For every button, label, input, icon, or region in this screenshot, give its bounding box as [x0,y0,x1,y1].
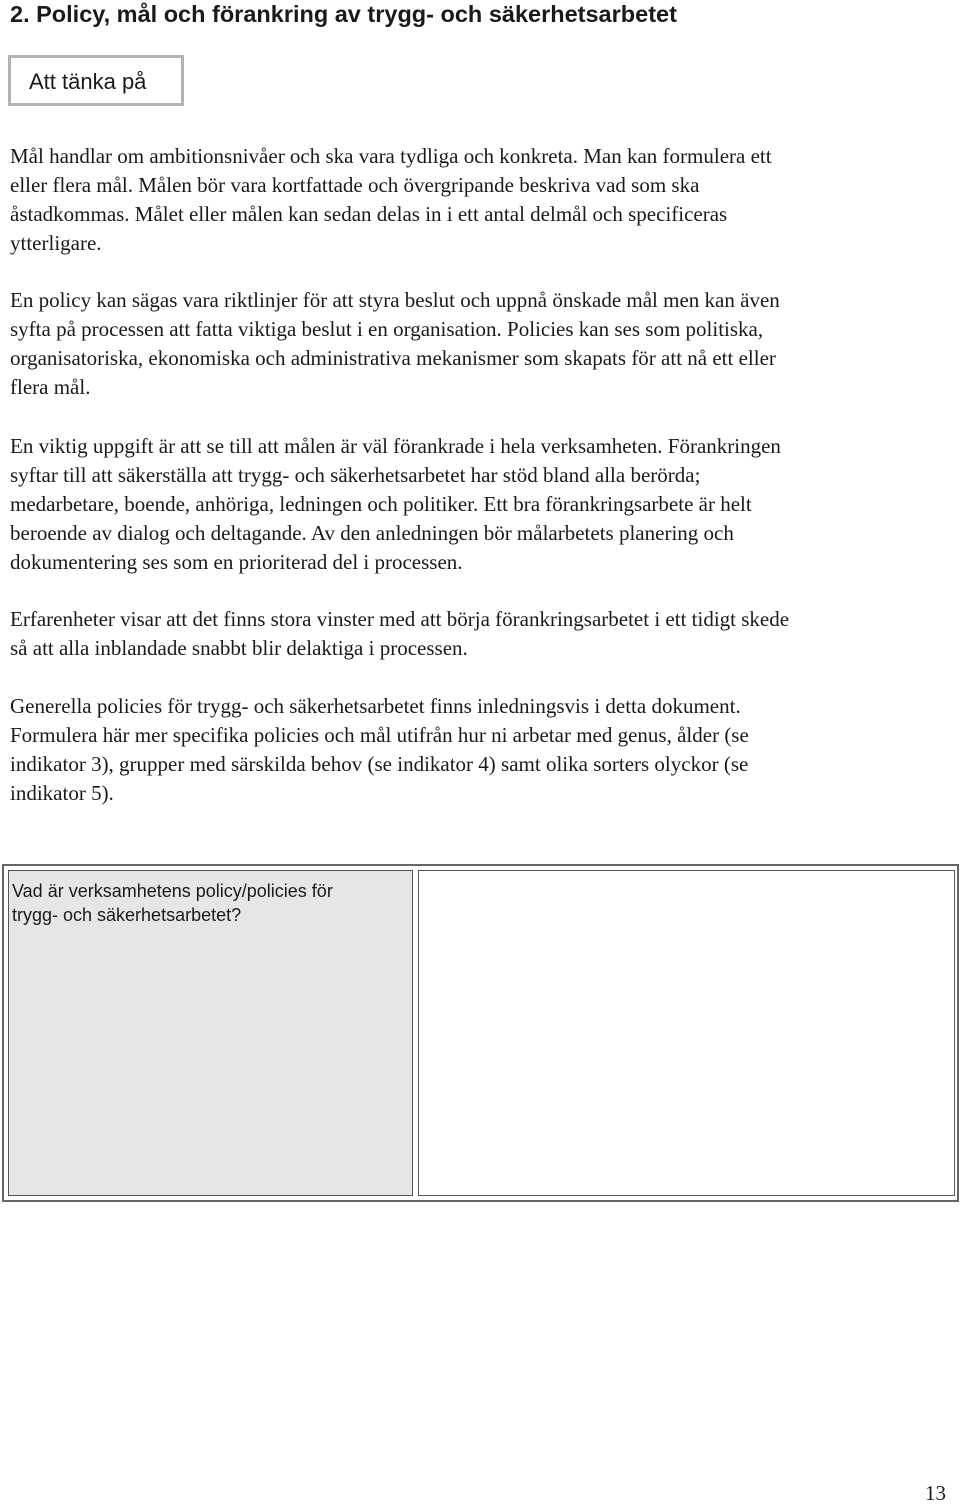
paragraph-line: Generella policies för trygg- och säkerhetsarbetet finns inledningsvis i detta dokument. [10,694,741,718]
policy-question-cell [8,870,413,1196]
paragraph-line: Erfarenheter visar att det finns stora vinster med att börja förankringsarbetet i ett tidigt skede [10,607,790,631]
paragraph-line: organisatoriska, ekonomiska och administrativa mekanismer som skapats för att nå ett eller [10,346,776,370]
paragraph-line: En viktig uppgift är att se till att målen är väl förankrade i hela verksamheten. Förankringen [10,434,781,458]
policy-question-text [12,879,333,927]
paragraph-line: eller flera mål. Målen bör vara kortfattade och övergripande beskriva vad som ska [10,173,700,197]
think-about-label: Att tänka på [29,69,147,94]
paragraph-line: dokumentering ses som en prioriterad del i processen. [10,550,463,574]
policy-answer-field[interactable] [418,870,955,1196]
paragraph-goals [10,142,945,258]
paragraph-line: ytterligare. [10,231,102,255]
question-line: Vad är verksamhetens policy/policies för [12,881,333,901]
paragraph-line: flera mål. [10,375,91,399]
paragraph-line: syfta på processen att fatta viktiga beslut i en organisation. Policies kan ses som politiska, [10,317,764,341]
section-heading: 2. Policy, mål och förankring av trygg- och säkerhetsarbetet [10,1,677,27]
paragraph-line: Mål handlar om ambitionsnivåer och ska vara tydliga och konkreta. Man kan formulera ett [10,144,772,168]
policy-form-table [2,864,959,1202]
paragraph-line: En policy kan sägas vara riktlinjer för att styra beslut och uppnå önskade mål men kan även [10,288,780,312]
paragraph-line: Formulera här mer specifika policies och mål utifrån hur ni arbetar med genus, ålder (se [10,723,749,747]
question-line: trygg- och säkerhetsarbetet? [12,905,242,925]
paragraph-experience [10,605,945,663]
paragraph-line: beroende av dialog och deltagande. Av den anledningen bör målarbetets planering och [10,521,734,545]
think-about-box [8,55,184,106]
paragraph-general-policies [10,692,945,808]
paragraph-anchoring [10,432,945,577]
paragraph-line: så att alla inblandade snabbt blir delaktiga i processen. [10,636,468,660]
page-number: 13 [925,1481,946,1505]
paragraph-policy [10,286,945,402]
paragraph-line: indikator 3), grupper med särskilda behov (se indikator 4) samt olika sorters olyckor (se [10,752,749,776]
paragraph-line: åstadkommas. Målet eller målen kan sedan delas in i ett antal delmål och specificeras [10,202,728,226]
paragraph-line: indikator 5). [10,781,114,805]
paragraph-line: medarbetare, boende, anhöriga, ledningen och politiker. Ett bra förankringsarbete är helt [10,492,752,516]
paragraph-line: syftar till att säkerställa att trygg- och säkerhetsarbetet har stöd bland alla berörda; [10,463,701,487]
